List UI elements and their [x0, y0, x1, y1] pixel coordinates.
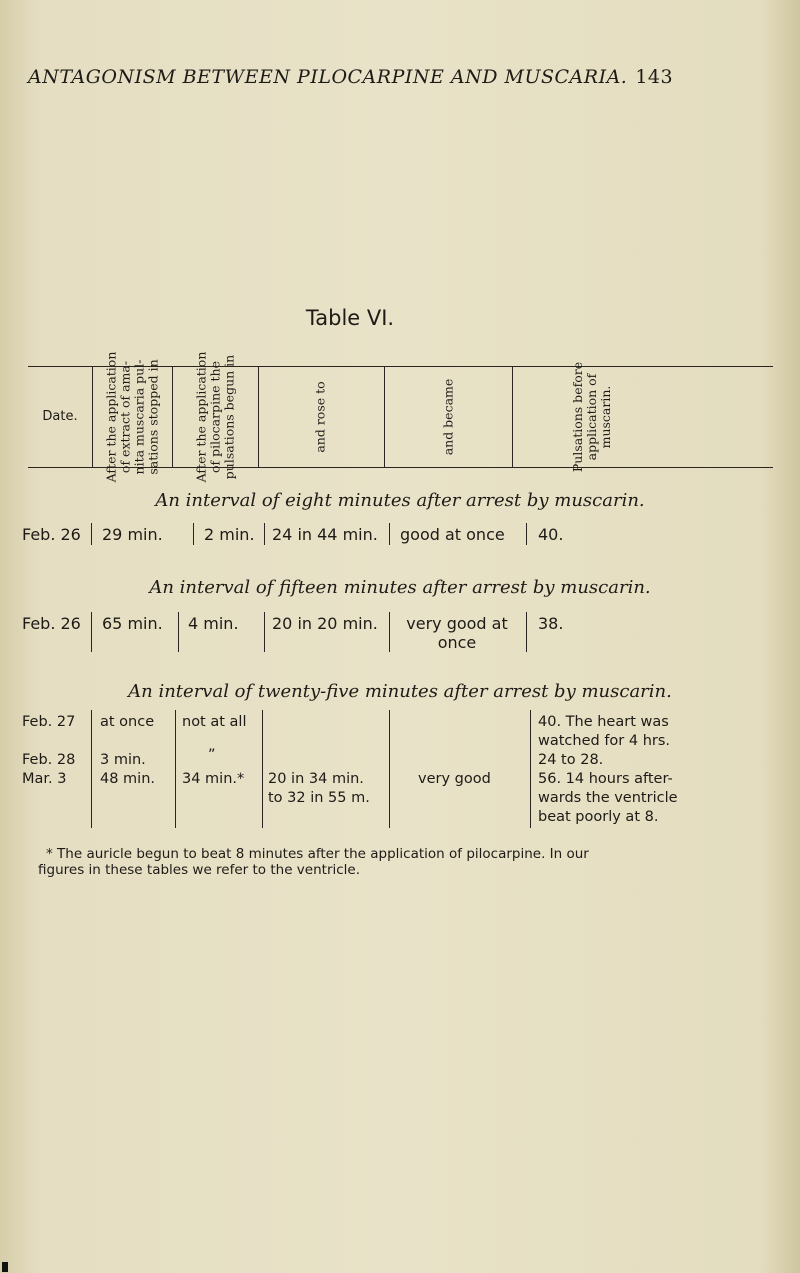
page-number: 143 — [635, 66, 674, 88]
header-pulsations-stopped: After the application of extract of ama- nita muscaria pul- sations stopped in — [103, 351, 160, 482]
header-became: and became — [440, 378, 455, 455]
running-head — [28, 66, 728, 88]
footnote: * The auricle begun to beat 8 minutes after the application of pilocarpine. In our figures in these tables we refer to the ventricle. — [38, 846, 589, 878]
header-date: Date. — [42, 409, 78, 424]
section-heading: An interval of eight minutes after arrest by muscarin. — [155, 490, 645, 511]
section-heading: An interval of fifteen minutes after arrest by muscarin. — [149, 577, 651, 598]
header-pulsations-before: Pulsations before application of muscarin. — [570, 361, 613, 472]
running-head-title: ANTAGONISM BETWEEN PILOCARPINE AND MUSCARIA. — [28, 66, 628, 88]
scan-mark — [2, 1262, 8, 1272]
header-rose-to: and rose to — [312, 380, 328, 453]
scanned-page: ANTAGONISM BETWEEN PILOCARPINE AND MUSCARIA. 143 Table VI. Date. After the application of extract of ama- nita muscaria pul- sations stopped in After the application of pilocarpine the pulsations begun in and rose to and became Pulsations before application of muscarin. An interval of eight minutes after arrest by muscarin. Feb. 26 29 min. 2 min. 24 in 44 min. good at once 40. An interval of fifteen minutes after arrest by muscarin. Feb. 26 65 min. 4 min. 20 in 20 min. very good at once 38. An interval of twenty-five minutes after arrest by muscarin. Feb. 27 at once not at all 40. The heart was watched for 4 hrs. Feb. 28 3 min. ” 24 to 28. Mar. 3 48 min. 34 min.* 20 in 34 min. to 32 in 55 m. very good 56. 14 hours after- wards the ventricle beat poorly at 8. * The auricle begun to beat 8 minutes after the application of pilocarpine. In our figures in these tables we refer to the ventricle. — [0, 0, 800, 1273]
header-pulsations-begun: After the application of pilocarpine the pulsations begun in — [193, 351, 236, 482]
table-title: Table VI. — [305, 306, 395, 330]
section-heading: An interval of twenty-five minutes after arrest by muscarin. — [128, 681, 672, 702]
